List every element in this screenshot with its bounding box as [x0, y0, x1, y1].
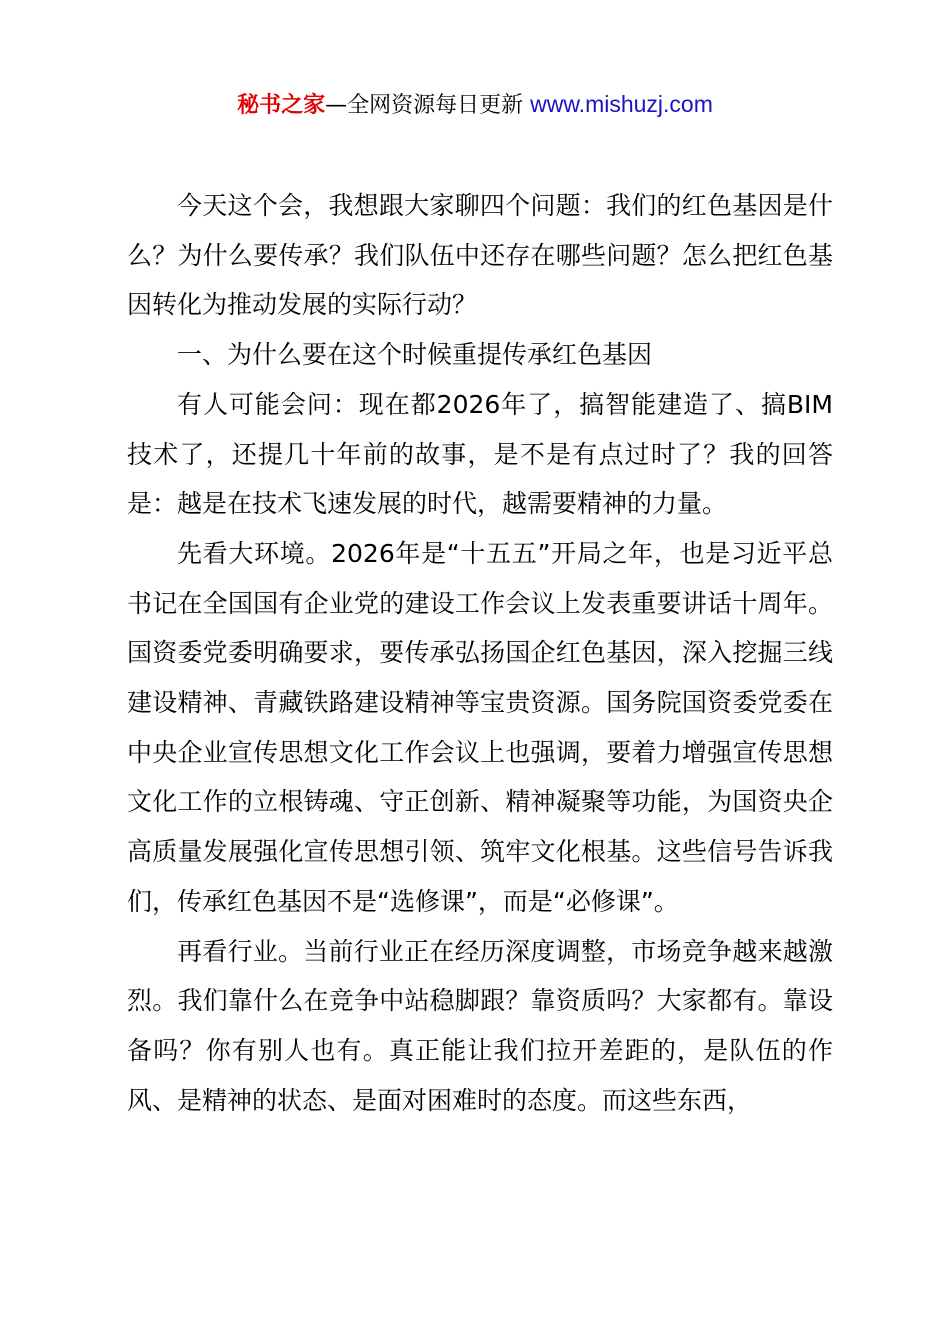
intro-paragraph: 今天这个会，我想跟大家聊四个问题：我们的红色基因是什么？为什么要传承？我们队伍中还存在哪些问题？怎么把红色基因转化为推动发展的实际行动？ — [127, 191, 833, 320]
paragraph-1: 有人可能会问：现在都2026年了，搞智能建造了、搞BIM技术了，还提几十年前的故事，是不是有点过时了？我的回答是：越是在技术飞速发展的时代，越需要精神的力量。 — [127, 389, 833, 519]
header-tagline: —全网资源每日更新 — [325, 93, 531, 118]
paragraph-3: 再看行业。当前行业正在经历深度调整，市场竞争越来越激烈。我们靠什么在竞争中站稳脚跟？靠资质吗？大家都有。靠设备吗？你有别人也有。真正能让我们拉开差距的，是队伍的作风、是精神的状态、是面对困难时的态度。而这些东西， — [127, 936, 833, 1115]
paragraph-2: 先看大环境。2026年是“十五五”开局之年，也是习近平总书记在全国国有企业党的建设工作会议上发表重要讲话十周年。国资委党委明确要求，要传承弘扬国企红色基因，深入挖掘三线建设精神、青藏铁路建设精神等宝贵资源。国务院国资委党委在中央企业宣传思想文化工作会议上也强调，要着力增强宣传思想文化工作的立根铸魂、守正创新、精神凝聚等功能，为国资央企高质量发展强化宣传思想引领、筑牢文化根基。这些信号告诉我们，传承红色基因不是“选修课”，而是“必修课”。 — [127, 538, 833, 916]
section-heading: 一、为什么要在这个时候重提传承红色基因 — [177, 340, 653, 370]
brand-name: 秘书之家 — [237, 93, 326, 118]
document-body — [127, 181, 833, 1125]
site-url-link[interactable]: www.mishuzj.com — [530, 91, 713, 117]
site-header — [0, 88, 950, 122]
